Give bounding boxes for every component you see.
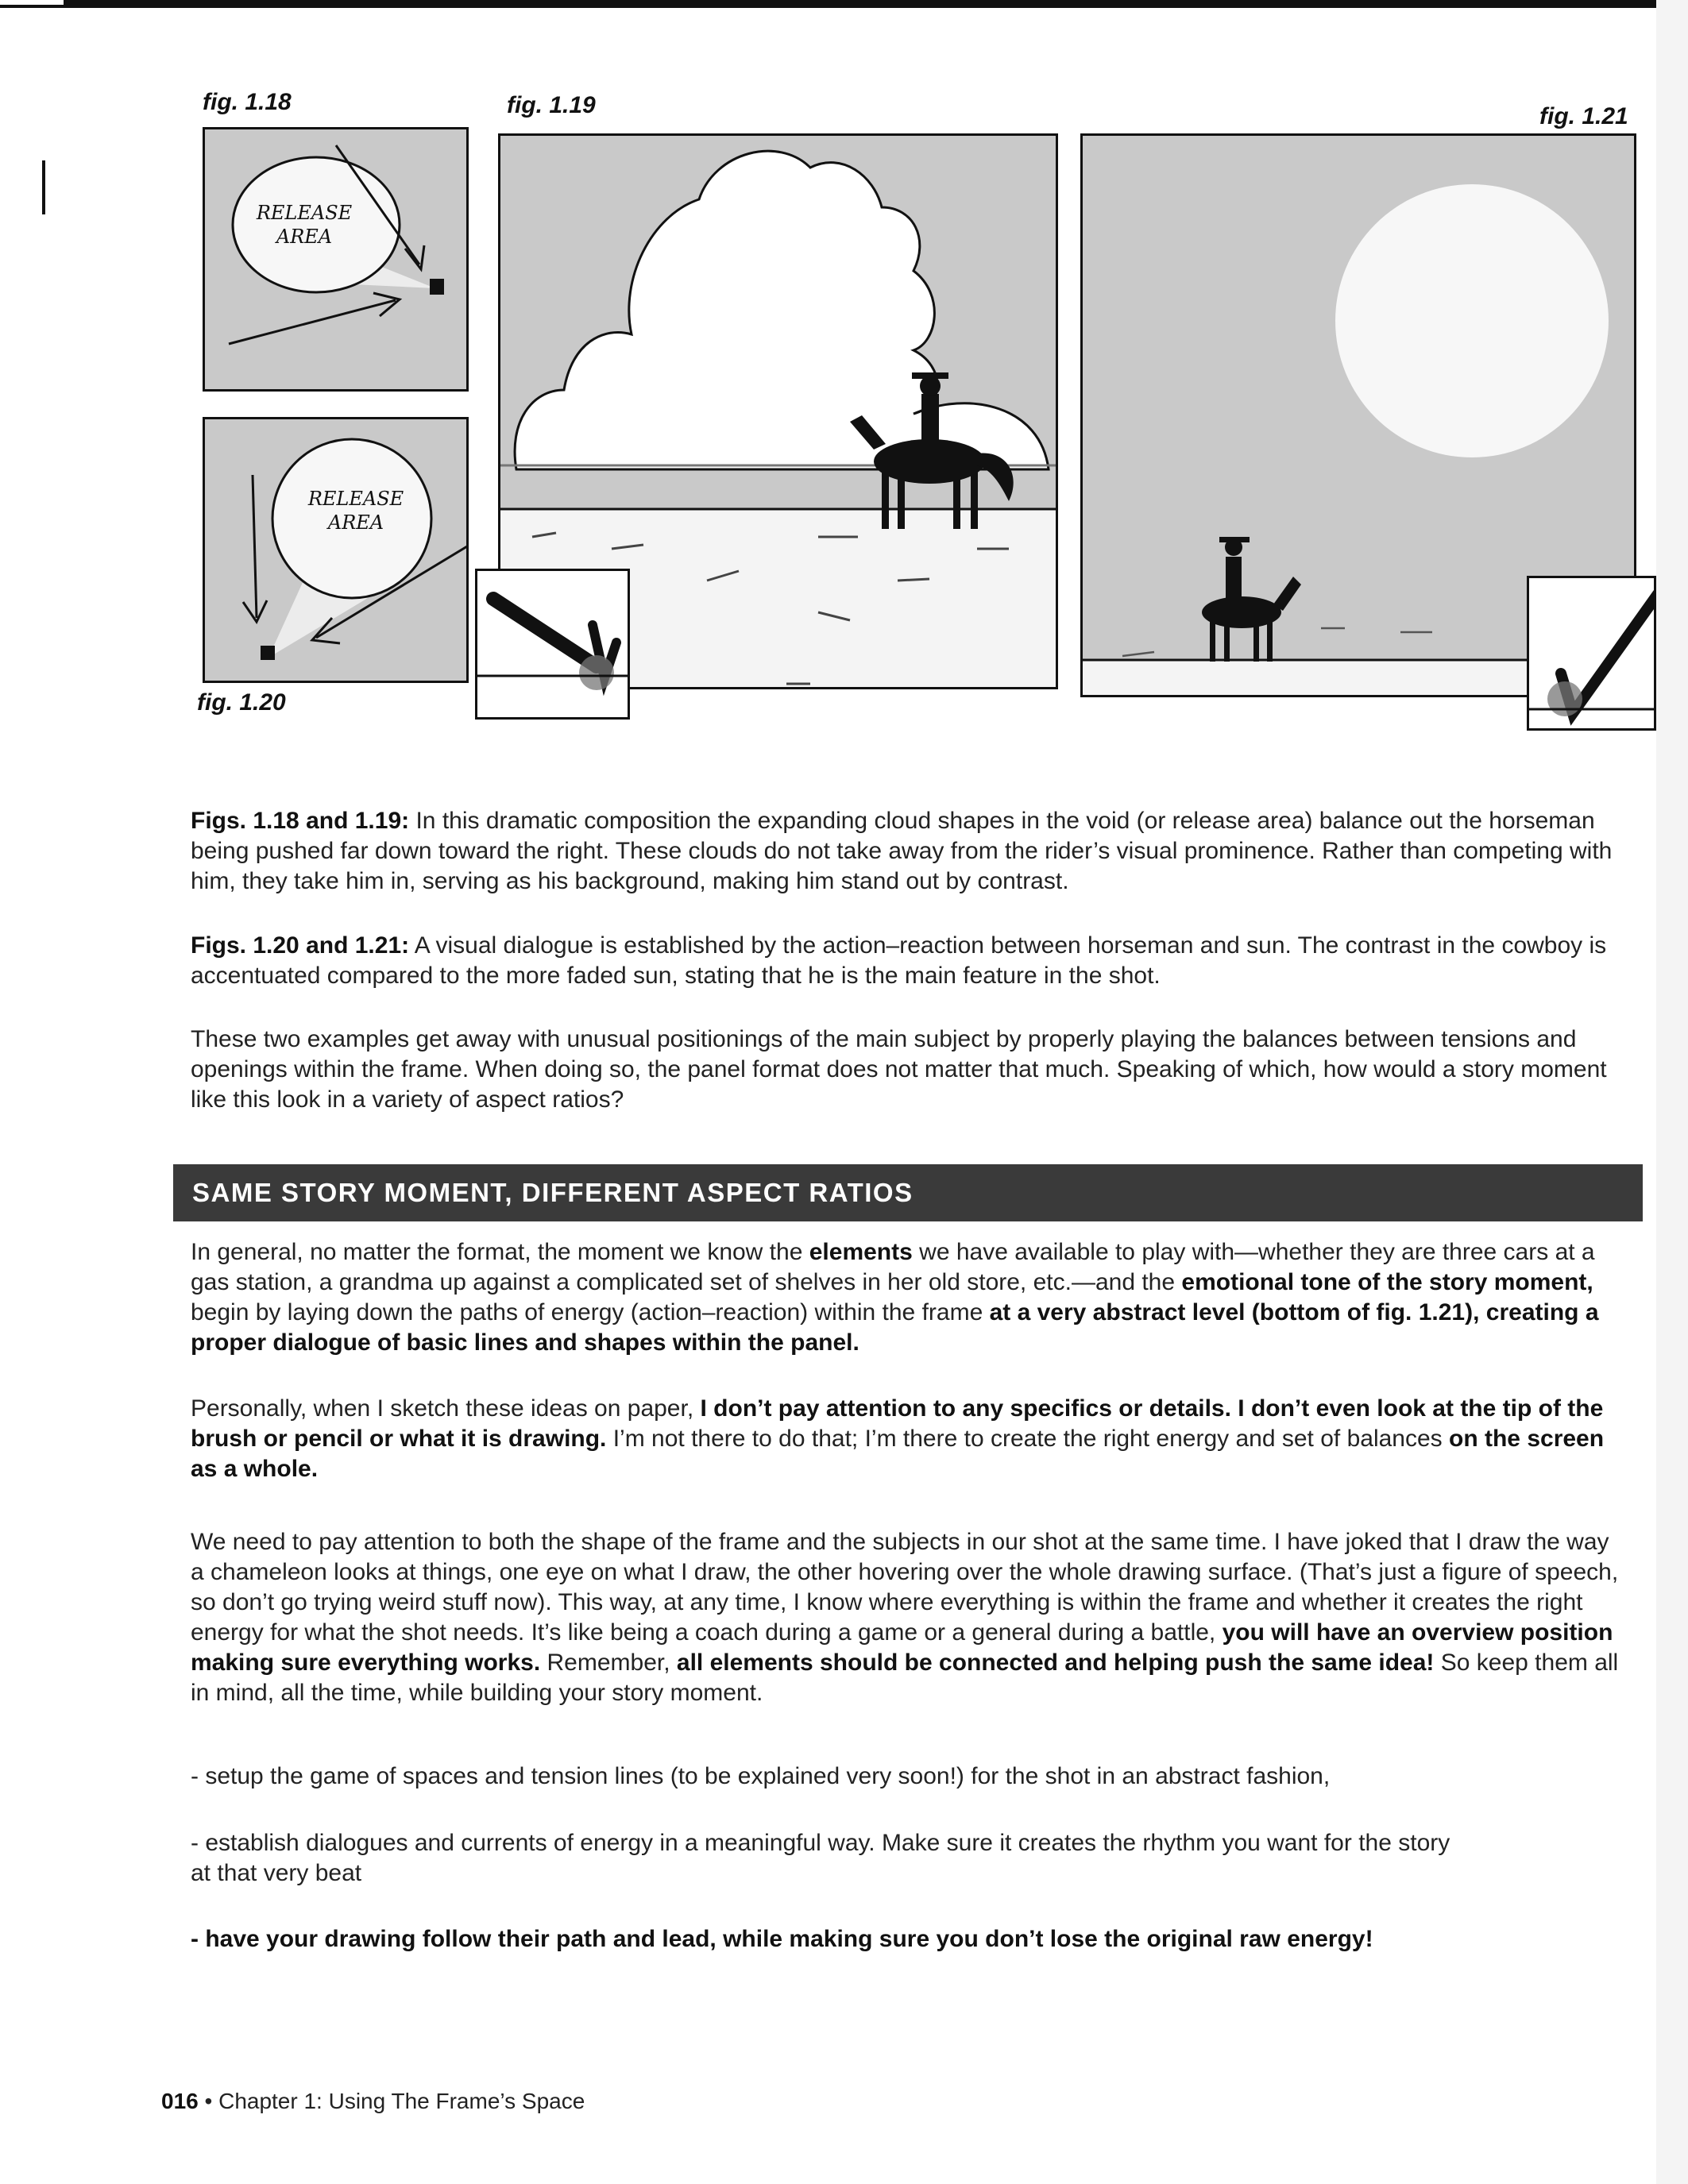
paragraph-attention xyxy=(191,1527,1628,1708)
in-general-b3: at a very abstract level (bottom of fig. 1.21), creating a proper dialogue of basic lines and shapes within the panel. xyxy=(191,1299,1599,1356)
figs-118-119-label: Figs. 1.18 and 1.19: xyxy=(191,808,410,834)
page-footer xyxy=(161,2089,585,2114)
paragraph-in-general xyxy=(191,1237,1628,1358)
fig-1-20-panel xyxy=(203,417,469,683)
bullet-follow xyxy=(191,1924,1628,1954)
attention-c: Remember, xyxy=(540,1650,677,1676)
figs-118-119-text: In this dramatic composition the expanding cloud shapes in the void (or release area) balance out the horseman being pushed far down toward the right. These clouds do not take away from the rider’s visual prominence. Rather than competing with him, they take him in, serving as his background, making him stand out by contrast. xyxy=(191,808,1613,894)
fig-1-18-sketch xyxy=(205,129,469,392)
paragraph-figs-118-119 xyxy=(191,806,1628,897)
personally-b1: I don’t pay attention to any specifics or details. I don’t even look at the tip of the brush or pencil or what it is drawing. xyxy=(191,1395,1604,1452)
figs-120-121-text: A visual dialogue is established by the action–reaction between horseman and sun. The contrast in the cowboy is accentuated compared to the more faded sun, stating that he is the main feature in the shot. xyxy=(191,932,1607,989)
bullet-establish xyxy=(191,1828,1462,1889)
horizon-marks xyxy=(1122,628,1432,656)
in-general-d: begin by laying down the paths of energy (action–reaction) within the frame xyxy=(191,1299,990,1325)
fig-1-20-sketch xyxy=(205,419,469,683)
attention-d: So keep them all in mind, all the time, while building your story moment. xyxy=(191,1650,1619,1706)
top-rule xyxy=(0,0,1656,8)
margin-mark xyxy=(42,160,45,214)
chapter-title: Chapter 1: Using The Frame’s Space xyxy=(218,2089,585,2113)
fig-1-21-abstract-strokes xyxy=(1529,578,1656,731)
section-heading: SAME STORY MOMENT, DIFFERENT ASPECT RATIOS xyxy=(173,1164,1643,1221)
personally-a: Personally, when I sketch these ideas on paper, xyxy=(191,1395,701,1422)
fig-1-19-abstract-strokes xyxy=(477,571,630,720)
release-area-label-bottom: RELEASE AREA xyxy=(307,488,404,534)
in-general-b1: elements xyxy=(809,1239,913,1265)
figs-120-121-label: Figs. 1.20 and 1.21: xyxy=(191,932,410,959)
in-general-c: we have available to play with—whether they are three cars at a gas station, a grandma up against a complicated set of shelves in her old store, etc.—and the xyxy=(191,1239,1595,1295)
in-general-a: In general, no matter the format, the moment we know the xyxy=(191,1239,809,1265)
bullet-establish-text: - establish dialogues and currents of energy in a meaningful way. Make sure it creates the rhythm you want for the story at that very beat xyxy=(191,1830,1450,1886)
distant-horseman xyxy=(1202,537,1301,662)
footer-separator: • xyxy=(198,2089,219,2113)
in-general-b2: emotional tone of the story moment, xyxy=(1181,1269,1593,1295)
personally-c: I’m not there to do that; I’m there to create the right energy and set of balances xyxy=(606,1426,1449,1452)
fig-1-20-label: fig. 1.20 xyxy=(197,689,286,716)
paragraph-figs-120-121 xyxy=(191,931,1628,991)
top-rule-gap xyxy=(0,0,64,5)
fig-1-21-label: fig. 1.21 xyxy=(1539,103,1628,129)
bullet-setup xyxy=(191,1761,1628,1792)
page-number: 016 xyxy=(161,2089,199,2113)
fig-1-18-label: fig. 1.18 xyxy=(203,89,292,115)
paragraph-personally xyxy=(191,1394,1628,1484)
sun-shape xyxy=(1335,184,1609,457)
bullet-follow-text: - have your drawing follow their path and lead, while making sure you don’t lose the original raw energy! xyxy=(191,1926,1373,1952)
personally-b2: on the screen as a whole. xyxy=(191,1426,1605,1482)
cloud-shape xyxy=(515,151,1049,469)
bullet-setup-text: - setup the game of spaces and tension lines (to be explained very soon!) for the shot in an abstract fashion, xyxy=(191,1763,1331,1789)
release-area-label-top: RELEASE AREA xyxy=(256,202,353,248)
examples-text: These two examples get away with unusual positionings of the main subject by properly playing the balances between tensions and openings within the frame. When doing so, the panel format does not matter that much. Speaking of which, how would a story moment like this look in a variety of aspect ratios? xyxy=(191,1026,1607,1113)
fig-1-18-panel xyxy=(203,127,469,392)
fig-1-21-abstract-thumbnail xyxy=(1527,576,1656,731)
fig-1-19-label: fig. 1.19 xyxy=(507,92,596,118)
paragraph-examples xyxy=(191,1024,1628,1115)
page-edge xyxy=(1656,0,1688,2184)
fig-1-19-abstract-thumbnail xyxy=(475,569,630,720)
attention-b1: you will have an overview position making sure everything works. xyxy=(191,1619,1613,1676)
attention-b2: all elements should be connected and helping push the same idea! xyxy=(676,1650,1435,1676)
attention-a: We need to pay attention to both the shape of the frame and the subjects in our shot at the same time. I have joked that I draw the way a chameleon looks at things, one eye on what I draw, the other hovering over the whole drawing surface. (That’s just a figure of speech, so don’t go trying weird stuff now). This way, at any time, I know where everything is within the frame and whether it creates the right energy for what the shot needs. It’s like being a coach during a game or a general during a battle, xyxy=(191,1529,1619,1646)
